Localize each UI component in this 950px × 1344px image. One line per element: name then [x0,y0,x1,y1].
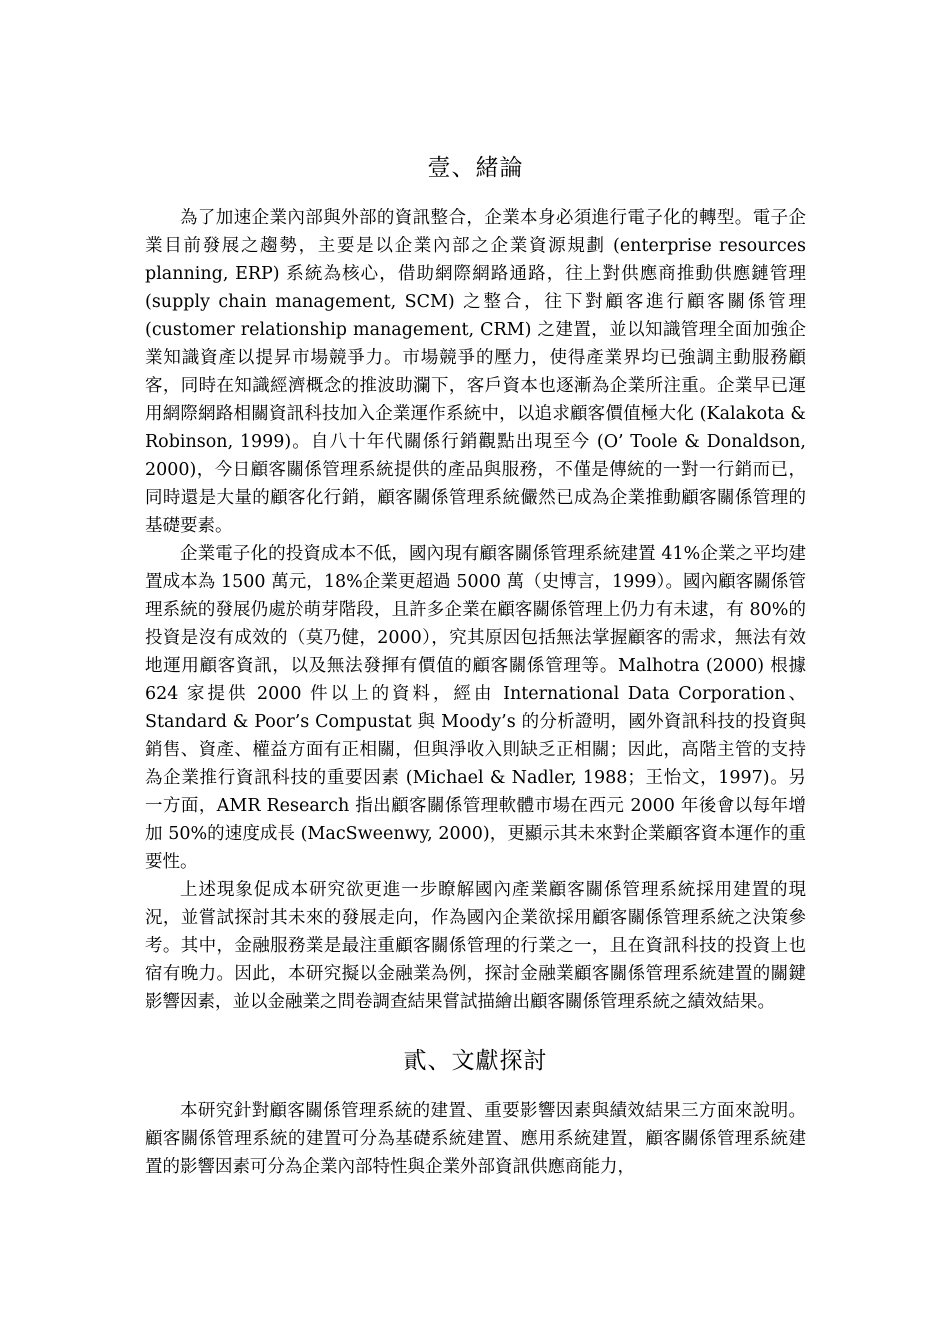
section-heading-introduction: 壹、緒論 [427,155,524,181]
document-page [145,150,806,1181]
paragraph-introduction-3: 上述現象促成本研究欲更進一步瞭解國內產業顧客關係管理系統採用建置的現況，並嘗試探討其未來的發展走向，作為國內企業欲採用顧客關係管理系統之決策參考。其中，金融服務業是最注重顧客關係管理的行業之一，且在資訊科技的投資上也宿有晚力。因此，本研究擬以金融業為例，探討金融業顧客關係管理系統建置的關鍵影響因素，並以金融業之問卷調查結果嘗試描繪出顧客關係管理系統之績效結果。 [145,880,806,1012]
paragraph-literature-review-1: 本研究針對顧客關係管理系統的建置、重要影響因素與績效結果三方面來說明。顧客關係管理系統的建置可分為基礎系統建置、應用系統建置，顧客關係管理系統建置的影響因素可分為企業內部特性與企業外部資訊供應商能力， [145,1101,806,1177]
section-heading-literature-review: 貳、文獻探討 [403,1048,548,1074]
paragraph-introduction-1: 為了加速企業內部與外部的資訊整合，企業本身必須進行電子化的轉型。電子企業目前發展之趨勢，主要是以企業內部之企業資源規劃 (enterprise resources planning, ERP) 系統為核心，借助網際網路通路，往上對供應商推動供應鏈管理 (supply chain management, SCM) 之整合，往下對顧客進行顧客關係管理 (customer relationship management, CRM) 之建置，並以知識管理全面加強企業知識資產以提昇市場競爭力。市場競爭的壓力，使得產業界均已強調主動服務顧客，同時在知識經濟概念的推波助瀾下，客戶資本也逐漸為企業所注重。企業早已運用網際網路相關資訊科技加入企業運作系統中，以追求顧客價值極大化 (Kalakota & Robinson, 1999)。自八十年代關係行銷觀點出現至今 (O’ Toole & Donaldson, 2000)，今日顧客關係管理系統提供的產品與服務，不僅是傳統的一對一行銷而已，同時還是大量的顧客化行銷，顧客關係管理系統儼然已成為企業推動顧客關係管理的基礎要素。 [145,208,806,536]
paragraph-introduction-2: 企業電子化的投資成本不低，國內現有顧客關係管理系統建置 41%企業之平均建置成本為 1500 萬元，18%企業更超過 5000 萬（史博言，1999）。國內顧客關係管理系統的發展仍處於萌芽階段，且許多企業在顧客關係管理上仍力有未逮，有 80%的投資是沒有成效的（莫乃健，2000），究其原因包括無法掌握顧客的需求，無法有效地運用顧客資訊，以及無法發揮有價值的顧客關係管理等。Malhotra (2000) 根據 624 家提供 2000 件以上的資料，經由 International Data Corporation、 Standard & Poor’s Compustat 與 Moody’s 的分析證明，國外資訊科技的投資與銷售、資產、權益方面有正相關，但與淨收入則缺乏正相關；因此，高階主管的支持為企業推行資訊科技的重要因素 (Michael & Nadler, 1988；王怡文，1997)。另一方面，AMR Research 指出顧客關係管理軟體市場在西元 2000 年後會以每年增加 50%的速度成長 (MacSweenwy, 2000)，更顯示其未來對企業顧客資本運作的重要性。 [145,544,806,872]
